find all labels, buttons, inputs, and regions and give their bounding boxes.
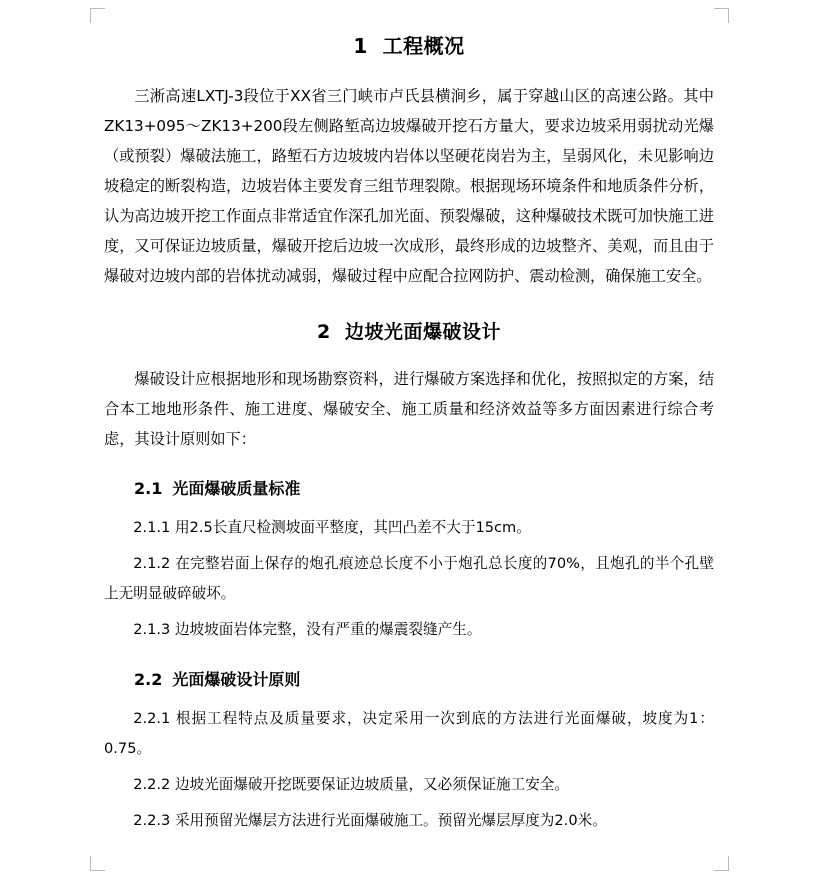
- paragraph-2-1-2: 2.1.2 在完整岩面上保存的炮孔痕迹总长度不小于炮孔总长度的70%，且炮孔的半个孔壁上无明显破碎破坏。: [104, 555, 714, 602]
- subsection-number: 2.2: [134, 670, 163, 689]
- paragraph-2-2-3: 2.2.3 采用预留光爆层方法进行光面爆破施工。预留光爆层厚度为2.0米。: [133, 812, 607, 829]
- section-title: 工程概况: [382, 34, 465, 58]
- subsection-heading-2-2: [104, 667, 714, 690]
- section-heading-2: [104, 317, 714, 344]
- crop-mark-bottom-left: [90, 856, 105, 871]
- crop-mark-top-right: [714, 8, 729, 23]
- section-number: 1: [353, 34, 368, 58]
- subsection-number: 2.1: [134, 479, 163, 498]
- subsection-title: 光面爆破质量标准: [172, 479, 301, 498]
- document-body: [104, 16, 714, 842]
- paragraph-2-2-2: 2.2.2 边坡光面爆破开挖既要保证边坡质量，又必须保证施工安全。: [133, 776, 569, 793]
- subsection-title: 光面爆破设计原则: [172, 670, 301, 689]
- section-title: 边坡光面爆破设计: [344, 321, 501, 343]
- paragraph-2-1-3: 2.1.3 边坡坡面岩体完整，没有严重的爆震裂缝产生。: [133, 621, 482, 638]
- paragraph-overview: 三淅高速LXTJ-3段位于XX省三门峡市卢氏县横涧乡，属于穿越山区的高速公路。其中ZK13+095～ZK13+200段左侧路堑高边坡爆破开挖石方量大，要求边坡采用弱扰动光爆（或预裂）爆破法施工，路堑石方边坡坡内岩体以坚硬花岗岩为主，呈弱风化，未见影响边坡稳定的断裂构造，边坡岩体主要发育三组节理裂隙。根据现场环境条件和地质条件分析，认为高边坡开挖工作面点非常适宜作深孔加光面、预裂爆破，这种爆破技术既可加快施工进度，又可保证边坡质量，爆破开挖后边坡一次成形，最终形成的边坡整齐、美观，而且由于爆破对边坡内部的岩体扰动减弱，爆破过程中应配合拉网防护、震动检测，确保施工安全。: [104, 87, 714, 285]
- crop-mark-top-left: [90, 8, 105, 23]
- crop-mark-bottom-right: [714, 856, 729, 871]
- section-heading-1: [104, 30, 714, 59]
- paragraph-2-2-1: 2.2.1 根据工程特点及质量要求，决定采用一次到底的方法进行光面爆破，坡度为1：0.75。: [104, 710, 714, 757]
- section-number: 2: [317, 321, 331, 343]
- paragraph-2-1-1: 2.1.1 用2.5长直尺检测坡面平整度，其凹凸差不大于15cm。: [133, 519, 531, 536]
- subsection-heading-2-1: [104, 476, 714, 499]
- paragraph-design-principle-intro: 爆破设计应根据地形和现场勘察资料，进行爆破方案选择和优化，按照拟定的方案，结合本工地地形条件、施工进度、爆破安全、施工质量和经济效益等多方面因素进行综合考虑，其设计原则如下：: [104, 370, 714, 448]
